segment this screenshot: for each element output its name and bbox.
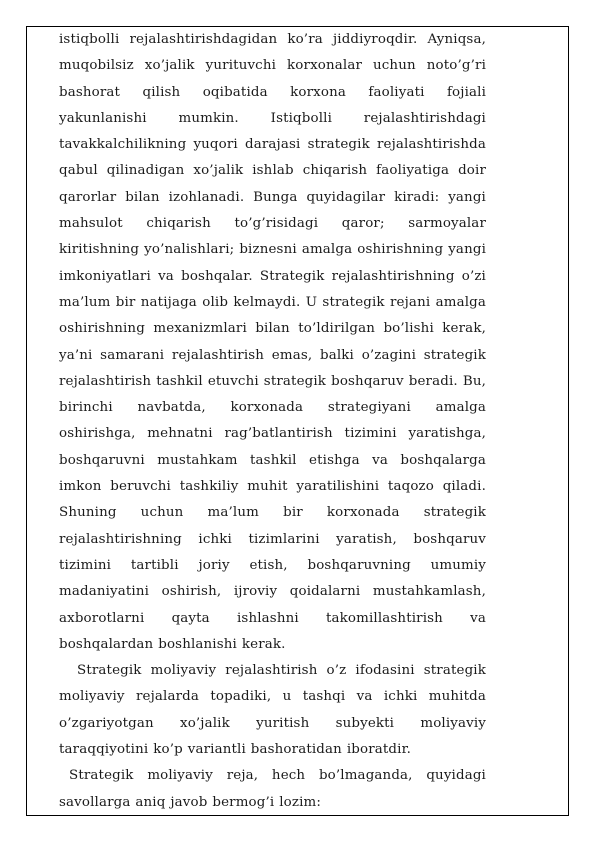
paragraph-3: Strategik moliyaviy reja, hech bo’lmaganda, quyidagi savollarga aniq javob bermog’i lozim: [59,768,486,810]
document-body [59,27,486,816]
paragraph-2: Strategik moliyaviy rejalashtirish o’z ifodasini strategik moliyaviy rejalarda topadiki, u tashqi va ichki muhitda o’zgariyotgan xo’jalik yuritish subyekti moliyaviy taraqqiyotini ko’p variantli bashoratidan iboratdir. [59,663,486,758]
paragraph-1: istiqbolli rejalashtirishdagidan ko’ra jiddiyroqdir. Ayniqsa, muqobilsiz xo’jalik yurituvchi korxonalar uchun noto’g’ri bashorat qilish oqibatida korxona faoliyati fojiali yakunlanishi mumkin. Istiqbolli rejalashtirishdagi tavakkalchilikning yuqori darajasi strategik rejalashtirishda qabul qilinadigan xo’jalik ishlab chiqarish faoliyatiga doir qarorlar bilan izohlanadi. Bunga quyidagilar kiradi: yangi mahsulot chiqarish to’g’risidagi qaror; sarmoyalar kiritishning yo’nalishlari; biznesni amalga oshirishning yangi imkoniyatlari va boshqalar. Strategik rejalashtirishning o’zi ma’lum bir natijaga olib kelmaydi. U strategik rejani amalga oshirishning mexanizmlari bilan to’ldirilgan bo’lishi kerak, ya’ni samarani rejalashtirish emas, balki o’zagini strategik rejalashtirish tashkil etuvchi strategik boshqaruv beradi. Bu, birinchi navbatda, korxonada strategiyani amalga oshirishga, mehnatni rag’batlantirish tizimini yaratishga, boshqaruvni mustahkam tashkil etishga va boshqalarga imkon beruvchi tashkiliy muhit yaratilishini taqozo qiladi. Shuning uchun ma’lum bir korxonada strategik rejalashtirishning ichki tizimlarini yaratish, boshqaruv tizimini tartibli joriy etish, boshqaruvning umumiy madaniyatini oshirish, ijroviy qoidalarni mustahkamlash, axborotlarni qayta ishlashni takomillashtirish va boshqalardan boshlanishi kerak. [59,32,486,652]
